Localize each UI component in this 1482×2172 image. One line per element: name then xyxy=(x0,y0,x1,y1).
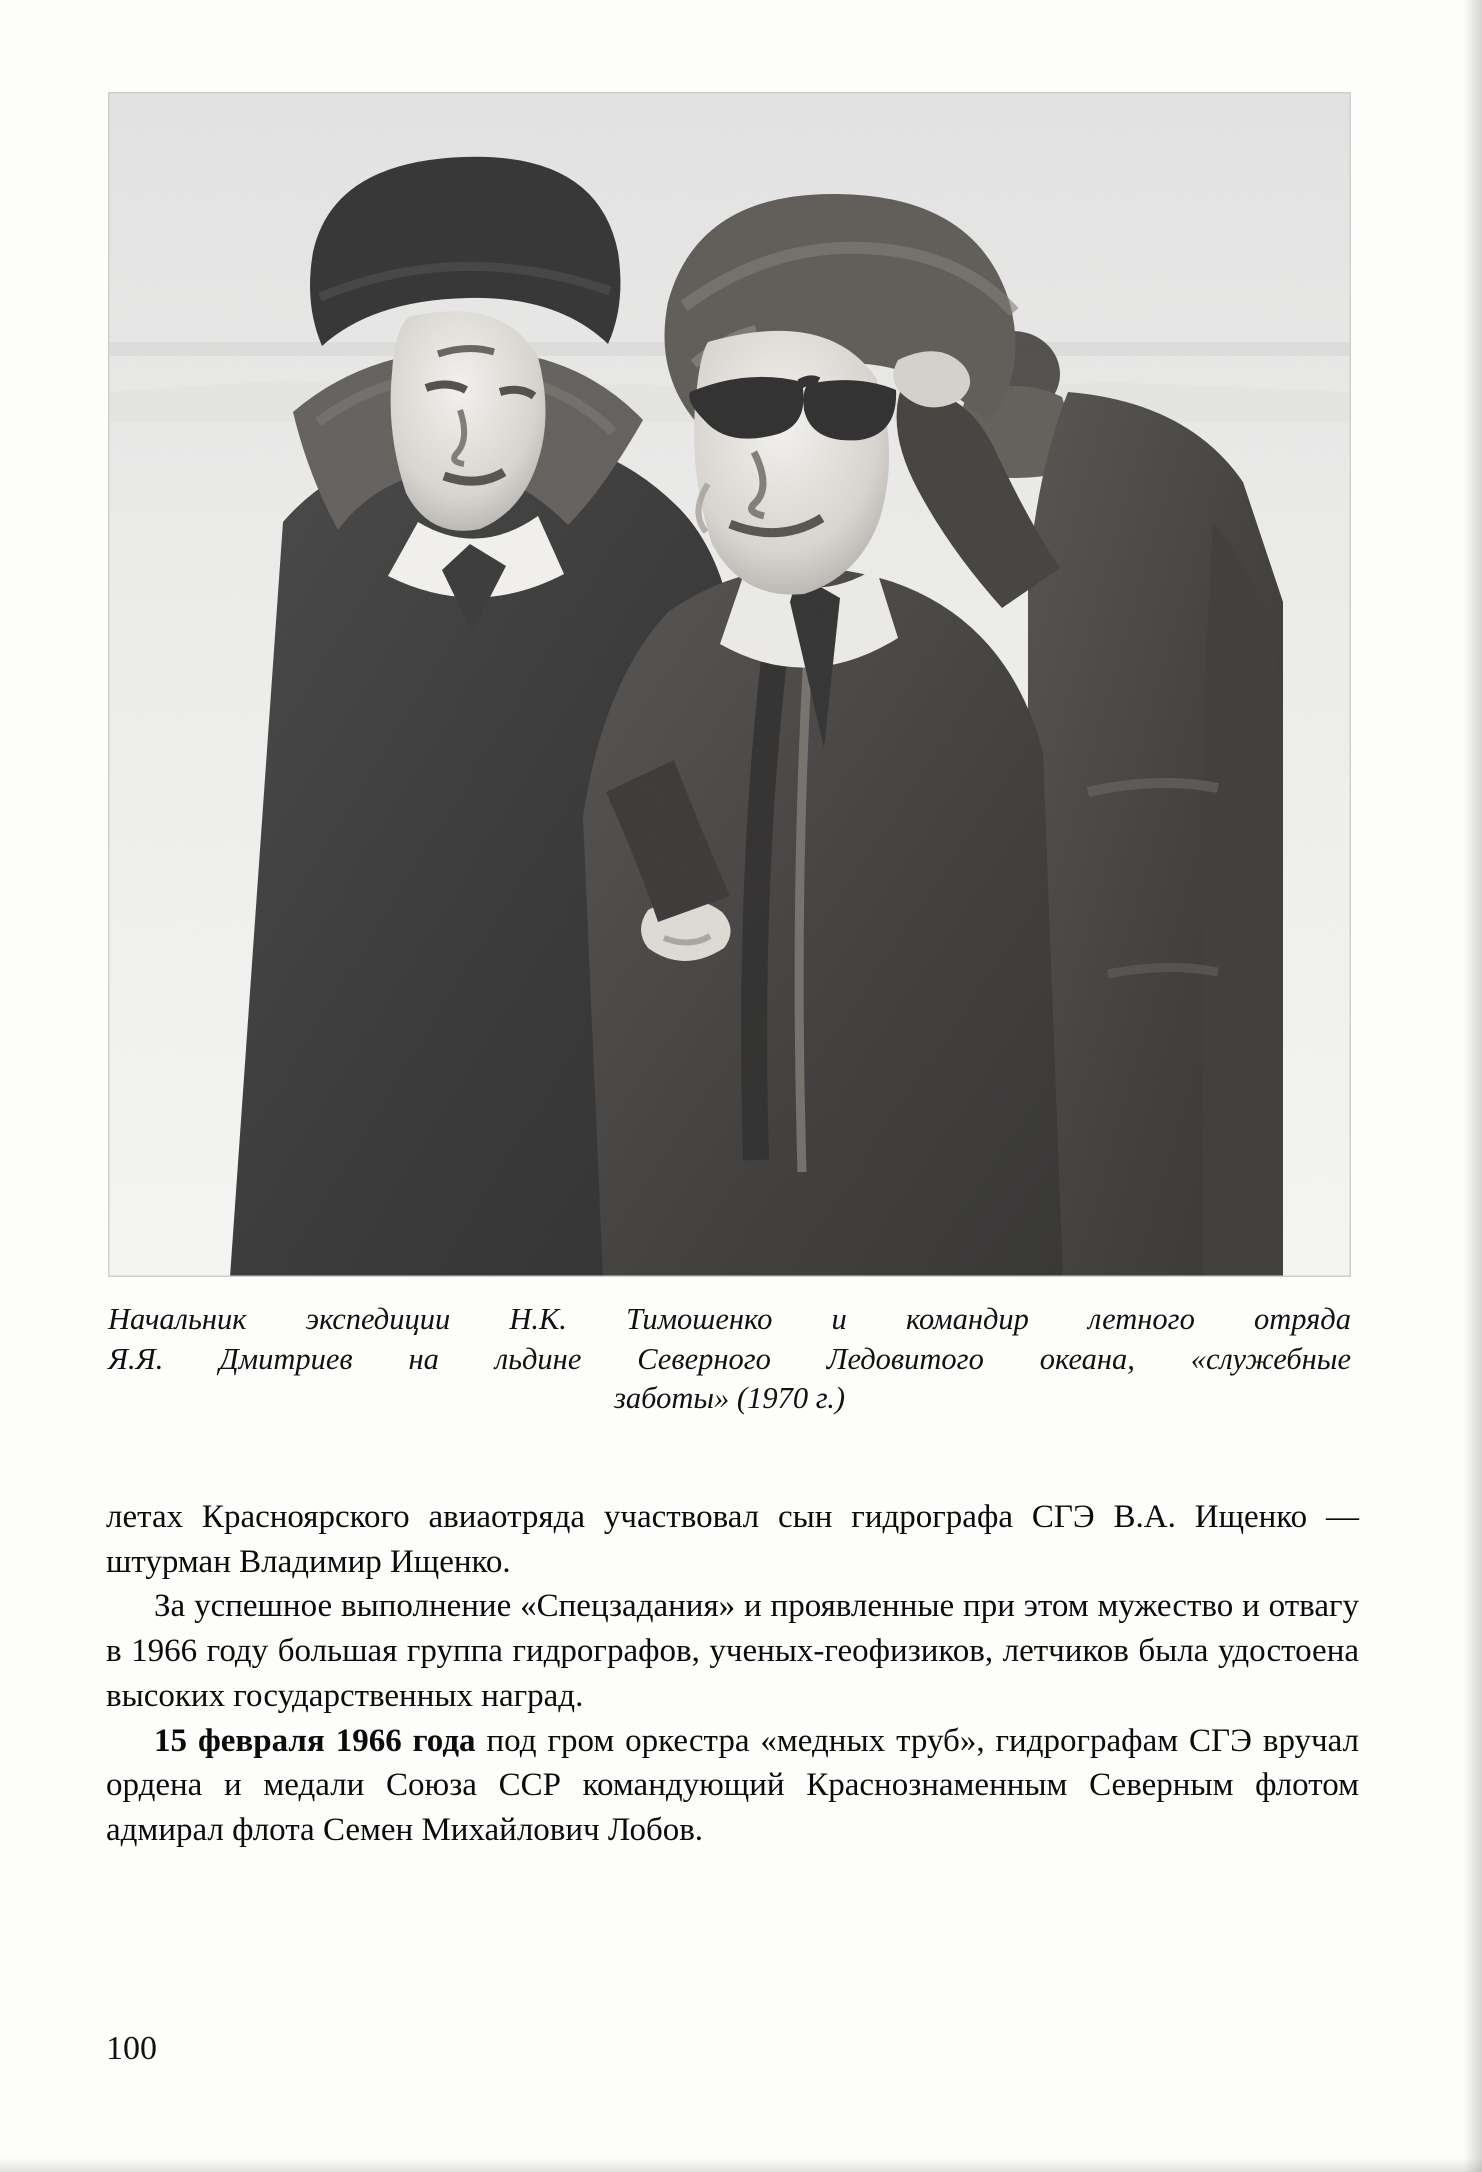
scan-edge-right xyxy=(1464,0,1482,2172)
expedition-photo xyxy=(108,92,1351,1277)
caption-line-3: заботы» (1970 г.) xyxy=(614,1381,845,1416)
paragraph-3-date: 15 февраля 1966 года xyxy=(154,1722,476,1759)
paragraph-2-text: За успешное выполнение «Спецзадания» и проявленные при этом мужество и отвагу в 1966 году большая группа гидрографов, ученых-геофизиков, летчиков была удостоена высоких государственных наград. xyxy=(106,1588,1359,1714)
paragraph-3-text: под гром оркестра «медных труб», гидрографам СГЭ вручал ордена и медали Союза ССР командующий Краснознаменным Северным флотом адмирал флота Семен Михайлович Лобов. xyxy=(106,1722,1360,1848)
photo-illustration xyxy=(108,92,1351,1277)
caption-line-1: Начальник экспедиции Н.К. Тимошенко и командир летного отряда xyxy=(108,1302,1351,1336)
paragraph-2 xyxy=(106,1584,1359,1718)
paragraph-3 xyxy=(106,1719,1359,1853)
caption-line-2: Я.Я. Дмитриев на льдине Северного Ледовитого океана, «служебные xyxy=(108,1341,1351,1376)
photo-caption xyxy=(108,1300,1351,1419)
page-number: 100 xyxy=(106,2030,157,2067)
body-text xyxy=(106,1495,1359,1853)
paragraph-1 xyxy=(106,1495,1359,1584)
paragraph-1-text: летах Красноярского авиаотряда участвовал сын гидрографа СГЭ В.А. Ищенко — штурман Владимир Ищенко. xyxy=(106,1499,1359,1580)
scan-edge-bottom xyxy=(0,2158,1482,2172)
